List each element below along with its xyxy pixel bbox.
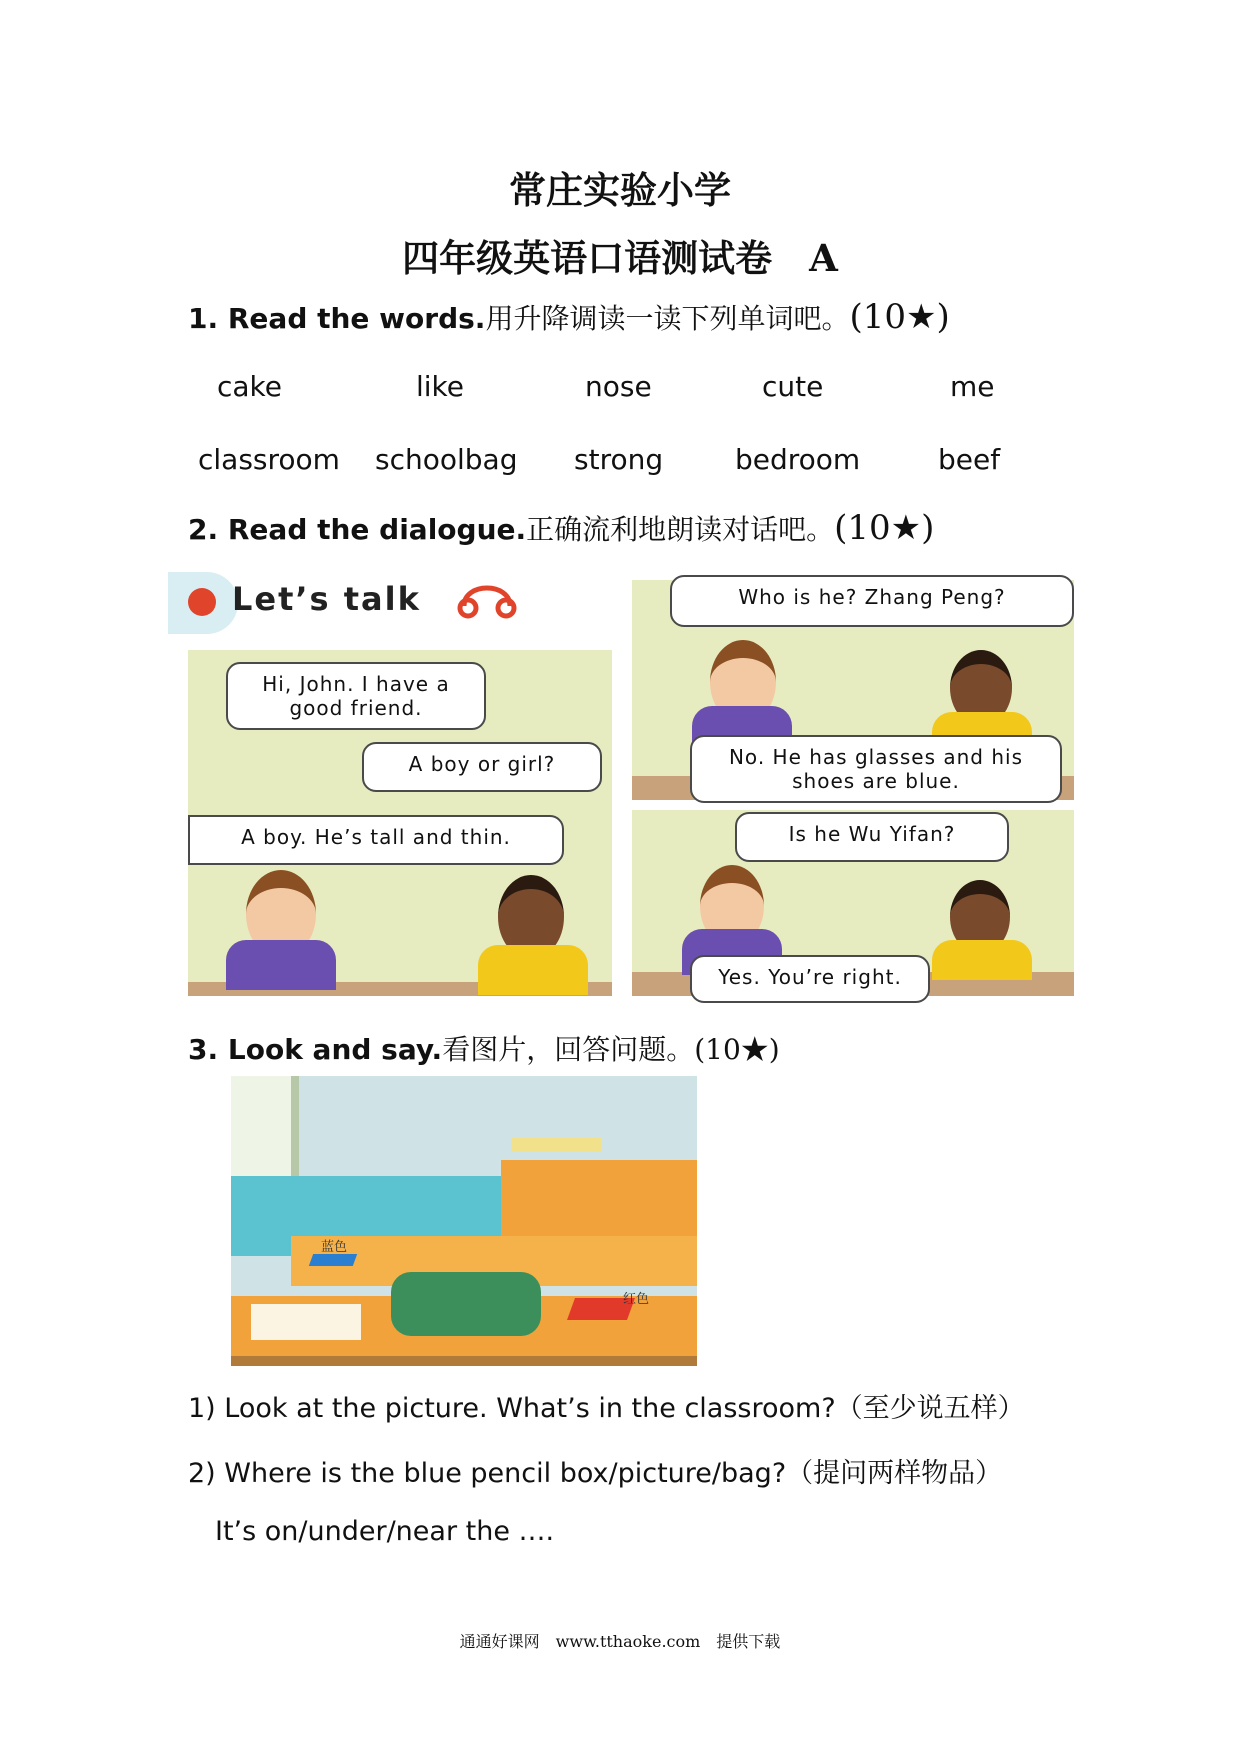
question-1-en: 1) Look at the picture. What’s in the classroom? (188, 1393, 836, 1424)
word: nose (585, 370, 652, 403)
question-2-cn: （提问两样物品） (786, 1458, 1003, 1489)
speech-bubble (188, 815, 564, 865)
section1-number: 1. (188, 302, 228, 335)
word: bedroom (735, 443, 861, 476)
question-1 (188, 1386, 1025, 1425)
back-desk (501, 1160, 697, 1240)
speech-bubble (735, 812, 1009, 862)
question-1-cn: （至少说五样） (835, 1393, 1025, 1424)
bubble-text: Is he Wu Yifan? (788, 822, 956, 846)
word: like (416, 370, 465, 403)
section2-heading (188, 508, 934, 548)
picture-paper (251, 1304, 361, 1340)
desk-edge (231, 1356, 697, 1366)
section3-title-cn: 看图片，回答问题。 (442, 1033, 695, 1066)
bubble-text: No. He has glasses and his shoes are blue. (728, 745, 1024, 793)
section3-number: 3. (188, 1033, 228, 1066)
speech-bubble (362, 742, 602, 792)
bubble-text: Who is he? Zhang Peng? (738, 585, 1006, 609)
word: strong (574, 443, 664, 476)
blue-label: 蓝色 (321, 1240, 348, 1255)
school-name: 常庄实验小学 (509, 168, 731, 212)
section2-title-en: Read the dialogue. (227, 513, 527, 546)
section3-title-en: Look and say. (227, 1033, 443, 1066)
section1-heading (188, 297, 950, 337)
section2-number: 2. (188, 513, 228, 546)
schoolbag (391, 1272, 541, 1336)
speech-bubble (226, 662, 486, 730)
friend-figure (478, 875, 588, 995)
classroom-picture (231, 1076, 697, 1366)
lets-talk-label: Let’s talk (232, 580, 421, 618)
red-label: 红色 (623, 1292, 650, 1307)
bubble-text: Yes. You’re right. (718, 965, 902, 989)
question-2-en: 2) Where is the blue pencil box/picture/bag? (188, 1458, 787, 1489)
headphones-icon (456, 572, 518, 622)
red-dot-icon (188, 588, 216, 616)
section1-score: (10★) (849, 297, 950, 337)
section1-title-en: Read the words. (227, 302, 486, 335)
section3-heading (188, 1028, 780, 1068)
exam-title: 四年级英语口语测试卷 A (402, 236, 838, 280)
word: classroom (198, 443, 340, 476)
question-2 (188, 1451, 1002, 1490)
section2-score: (10★) (834, 508, 935, 548)
footer: 通通好课网 www.tthaoke.com 提供下载 (459, 1632, 781, 1651)
bubble-text: A boy or girl? (408, 752, 556, 776)
lets-talk-header (188, 572, 518, 632)
answer-pattern: It’s on/under/near the …. (215, 1516, 555, 1547)
bubble-text: Hi, John. I have a good friend. (262, 672, 450, 720)
boy-figure (226, 870, 336, 990)
books (511, 1138, 601, 1152)
window (231, 1076, 299, 1176)
word: beef (938, 443, 1001, 476)
blue-pencil-box (309, 1254, 357, 1266)
section3-score: (10★) (694, 1033, 780, 1066)
word: cute (762, 370, 824, 403)
speech-bubble (670, 575, 1074, 627)
friend-figure (932, 880, 1032, 980)
section2-title-cn: 正确流利地朗读对话吧。 (526, 513, 835, 546)
word: schoolbag (375, 443, 518, 476)
word: cake (217, 370, 282, 403)
speech-bubble (690, 955, 930, 1003)
section1-title-cn: 用升降调读一读下列单词吧。 (485, 302, 850, 335)
bubble-text: A boy. He’s tall and thin. (241, 825, 511, 849)
word: me (950, 370, 995, 403)
speech-bubble (690, 735, 1062, 803)
